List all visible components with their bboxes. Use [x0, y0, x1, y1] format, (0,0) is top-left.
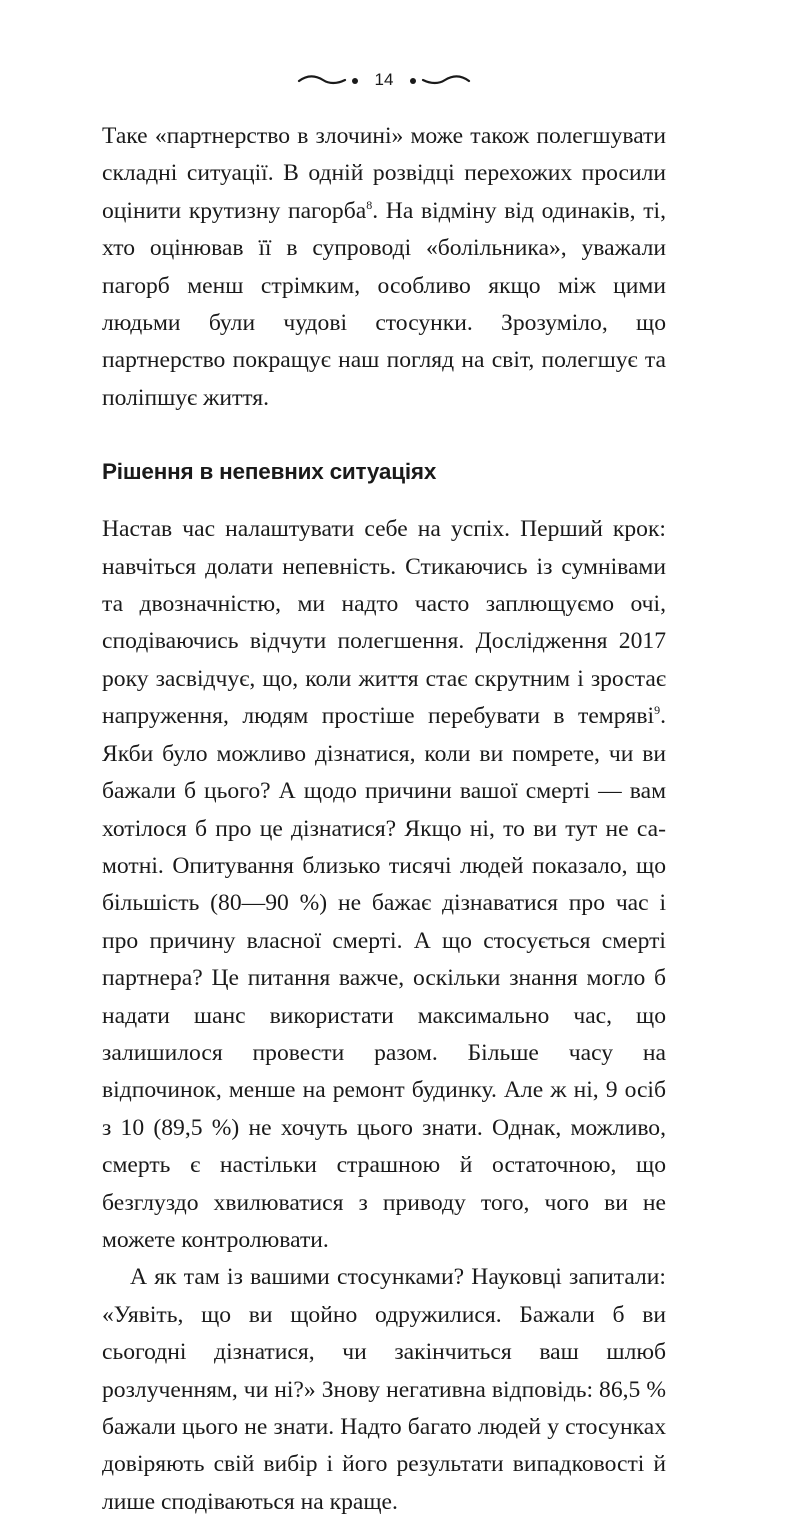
page-number: 14: [374, 70, 394, 89]
intro-text-2: . На відміну від одинаків, ті, хто оцінював її в супроводі «болільника», уважали пагорб менш стрімким, особливо якщо між цими людьми були чудові стосунки. Зрозуміло, що партнерство покращує наш погляд на світ, полегшує та поліпшує життя.: [102, 197, 666, 411]
footnote-marker[interactable]: 8: [366, 197, 373, 212]
book-page: [102, 60, 666, 1521]
footnote-marker[interactable]: 9: [654, 703, 661, 718]
page-header: [102, 60, 666, 100]
intro-text-1: Таке «партнерство в злочині» може також полегшувати складні ситуації. В одній розвідці перехожих просили оцінити крутизну пагорба: [102, 123, 666, 224]
flourish-left-icon: [297, 72, 361, 88]
section-paragraph-1-text-1: Настав час налаштувати себе на успіх. Перший крок: навчіться долати непевність. Стикаючись із сумнівами та двозначністю, ми надто часто заплющуємо очі, сподіваючись відчути полегшення. Дослідження 2017 року засвідчує, що, коли життя стає скрутним і зростає напруження, людям простіше перебувати в темряві: [102, 516, 666, 730]
flourish-right-icon: [407, 72, 471, 88]
section-paragraph-2: А як там із вашими стосунками? Науковці запитали: «Уявіть, що ви щойно одружилися. Бажали б ви сьогодні дізнатися, чи закінчиться ваш шлюб розлученням, чи ні?» Знову негативна відповідь: 86,5 % бажали цього не знати. Надто багато людей у стосунках довіряють свій вибір і його результати випадковості й лише сподіваються на краще.: [102, 1264, 666, 1515]
section-heading: Рішення в непевних ситуаціях: [102, 459, 437, 485]
section-paragraph-1: [102, 511, 666, 1259]
intro-paragraph: [102, 118, 666, 417]
section-paragraph-1-text-2: . Якби було можливо дізнатися, коли ви помрете, чи ви бажали б цього? А щодо причини вашої смерті — вам хотілося б про це дізнатися? Якщо ні, то ви тут не самотні. Опитування близько тисячі людей показало, що більшість (80—90 %) не бажає дізнаватися про час і про причину власної смерті. А що стосується смерті партнера? Це питання важче, оскільки знання могло б надати шанс використати максимально час, що залишилося провести разом. Більше часу на відпочинок, менше на ремонт будинку. Але ж ні, 9 осіб з 10 (89,5 %) не хочуть цього знати. Однак, можливо, смерть є настільки страшною й остаточною, що безглуздо хвилюватися з приводу того, чого ви не можете контролювати.: [102, 703, 666, 1253]
